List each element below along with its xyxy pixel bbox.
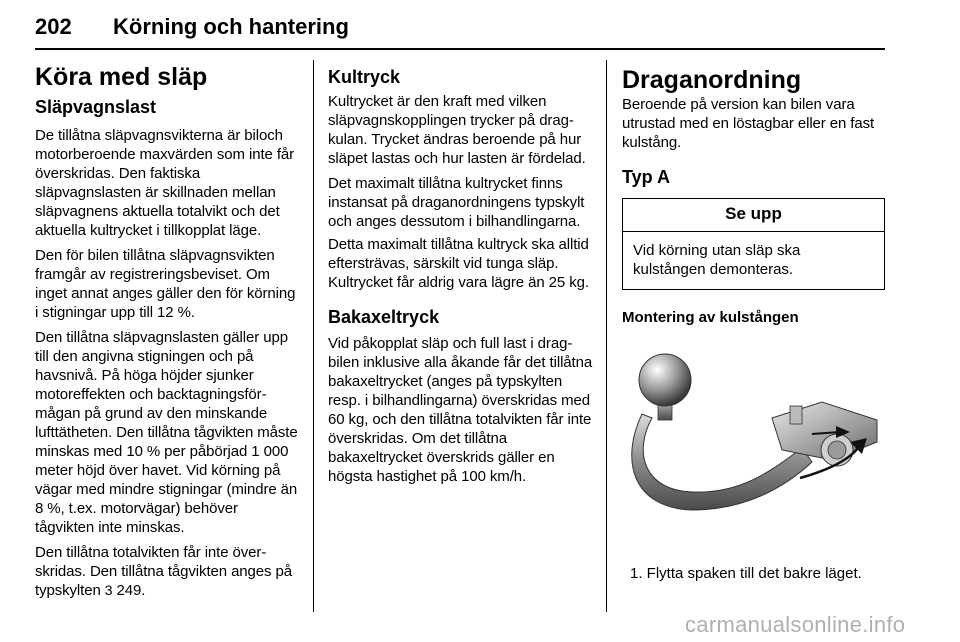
- warning-box: [622, 198, 885, 290]
- header-rule: [35, 48, 885, 50]
- subsection-typ-a: Typ A: [622, 167, 670, 187]
- paragraph: Den tillåtna släpvagnslasten gäller upp till den angivna stigningen och på havsnivå. På höga höjder sjunker motoreffekten och backtagningsförmågan på grund av den minskande lufttätheten. Den tillåtna tågvikten måste minskas med 10 % per påbörjad 1 000 meter höjd över havet. Vid körning på vägar med mindre stigningar (mindre än 8 %, t.ex. motorvägar) behöver tågvikten inte minskas.: [35, 329, 298, 536]
- section-title-kora-med-slap: Köra med släp: [35, 63, 208, 91]
- paragraph: Det maximalt tillåtna kultrycket finns instansat på draganordningens typskylt och anges dessutom i bilhandlingarna.: [328, 175, 585, 230]
- paragraph: Beroende på version kan bilen vara utrustad med en löstagbar eller en fast kulstång.: [622, 96, 875, 151]
- column-2: [328, 60, 596, 492]
- page-reference-icon[interactable]: 3: [104, 582, 113, 598]
- subsection-bakaxeltryck: Bakaxeltryck: [328, 307, 440, 327]
- mount-heading: Montering av kulstången: [622, 309, 799, 326]
- page-reference[interactable]: 249.: [116, 582, 146, 599]
- tow-bar-icon: [622, 350, 885, 530]
- paragraph-with-reference: [35, 543, 300, 600]
- paragraph: Kultrycket är den kraft med vilken släpvagnskopplingen trycker på dragkulan. Trycket ändras beroende på hur släpet lastas och hur lasten är fördelad.: [328, 93, 586, 167]
- paragraph-text: Den tillåtna totalvikten får inte överskridas. Den tillåtna tågvikten anges på typskylten: [35, 544, 292, 599]
- warning-title: Se upp: [623, 199, 884, 232]
- paragraph: Detta maximalt tillåtna kultryck ska alltid eftersträvas, särskilt vid tunga släp. Kultrycket får aldrig vara lägre än 25 kg.: [328, 236, 589, 291]
- list-item: 1. Flytta spaken till det bakre läget.: [630, 565, 862, 582]
- page-number: 202: [35, 14, 72, 39]
- page-header: [35, 14, 885, 50]
- paragraph: Vid påkopplat släp och full last i dragbilen inklusive alla åkande får det tillåtna bakaxeltrycket (anges på typskylten resp. i bilhandlingarna) överskridas med 60 kg, och den tillåtna totalvikten får inte överskridas. Om det tillåtna bakaxeltrycket överskrids gäller en högsta hastighet på 100 km/h.: [328, 335, 593, 485]
- subsection-slapvagnslast: Släpvagnslast: [35, 97, 157, 117]
- section-title-draganordning: Draganordning: [622, 66, 802, 94]
- paragraph: Den för bilen tillåtna släpvagnsvikten framgår av registreringsbeviset. Om inget annat anges gäller den för körning i stigningar upp till 12 %.: [35, 247, 296, 321]
- column-divider-1: [313, 60, 314, 612]
- tow-bar-illustration: [622, 350, 885, 530]
- watermark: carmanualsonline.info: [685, 612, 906, 637]
- column-divider-2: [606, 60, 607, 612]
- warning-body: Vid körning utan släp ska kulstången demonteras.: [633, 242, 801, 278]
- paragraph: De tillåtna släpvagnsvikterna är biloch motorberoende maxvärden som inte får överskridas. Den faktiska släpvagnslasten är skillnaden mellan släpvagnens aktuella totalvikt och det aktuella kultrycket i tillkopplat läge.: [35, 127, 295, 239]
- column-3: [622, 60, 885, 583]
- subsection-kultryck: Kultryck: [328, 67, 401, 87]
- column-1: [35, 60, 300, 606]
- chapter-title: Körning och hantering: [113, 14, 349, 39]
